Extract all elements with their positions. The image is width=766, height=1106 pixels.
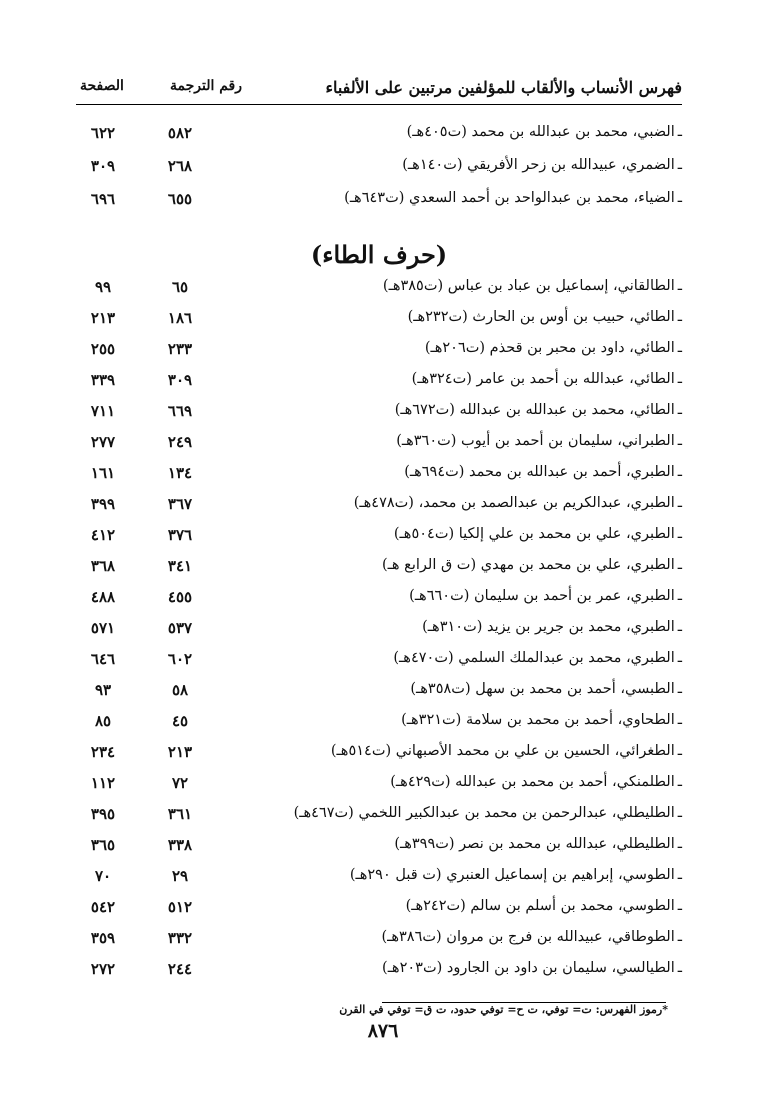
index-row: ـالطبري، علي بن محمد بن علي إلكيا (ت٥٠٤هـ) ٣٧٦ ٤١٢ (76, 526, 682, 554)
section-heading: (حرف الطاء) (310, 240, 448, 269)
entry-number: ٦٦٩ (167, 402, 193, 420)
entry-name: الطبسي، أحمد بن محمد بن سهل (ت٣٥٨هـ) (410, 681, 675, 697)
index-row: ـالطوطاقي، عبيدالله بن فرج بن مروان (ت٣٨٦هـ) ٣٣٢ ٣٥٩ (76, 929, 682, 957)
index-row: ـالضياء، محمد بن عبدالواحد بن أحمد السعدي (ت٦٤٣هـ) ٦٥٥ ٦٩٦ (76, 190, 682, 218)
header-divider (76, 104, 682, 105)
entry-page: ٧١١ (90, 402, 116, 420)
entry-page: ٢١٣ (90, 309, 116, 327)
page-header (76, 78, 682, 104)
entry-number: ٦٠٢ (167, 650, 193, 668)
entry-number: ٤٥٥ (167, 588, 193, 606)
entry-page: ٤٨٨ (90, 588, 116, 606)
index-row: ـالطلمنكي، أحمد بن محمد بن عبدالله (ت٤٢٩هـ) ٧٢ ١١٢ (76, 774, 682, 802)
page-title: فهرس الأنساب والألقاب للمؤلفين مرتبين على الألفباء (325, 78, 682, 97)
entry-number: ٦٥ (171, 278, 189, 296)
entry-name: الطوسي، محمد بن أسلم بن سالم (ت٢٤٢هـ) (405, 898, 675, 914)
entry-number: ٣٦٧ (167, 495, 193, 513)
entry-page: ٩٩ (94, 278, 112, 296)
entry-number: ١٨٦ (167, 309, 193, 327)
index-row: ـالطائي، داود بن محبر بن قحذم (ت٢٠٦هـ) ٢٣٣ ٢٥٥ (76, 340, 682, 368)
index-row: ـالضبي، محمد بن عبدالله بن محمد (ت٤٠٥هـ) ٥٨٢ ٦٢٢ (76, 124, 682, 152)
entry-page: ٢٧٢ (90, 960, 116, 978)
entry-page: ٦٤٦ (90, 650, 116, 668)
entry-name: الضبي، محمد بن عبدالله بن محمد (ت٤٠٥هـ) (406, 124, 675, 140)
entry-name: الطائي، داود بن محبر بن قحذم (ت٢٠٦هـ) (424, 340, 675, 356)
entry-name: الطلمنكي، أحمد بن محمد بن عبدالله (ت٤٢٩هـ) (390, 774, 675, 790)
column-header-page: الصفحة (80, 78, 124, 94)
entry-name: الضياء، محمد بن عبدالواحد بن أحمد السعدي (ت٦٤٣هـ) (344, 190, 675, 206)
entry-number: ٥٨ (171, 681, 189, 699)
entry-number: ٦٥٥ (167, 190, 193, 208)
entry-number: ٣٧٦ (167, 526, 193, 544)
index-row: ـالطليطلي، عبدالله بن محمد بن نصر (ت٣٩٩هـ) ٣٣٨ ٣٦٥ (76, 836, 682, 864)
entry-number: ٧٢ (171, 774, 189, 792)
index-row: ـالطغرائي، الحسين بن علي بن محمد الأصبهاني (ت٥١٤هـ) ٢١٣ ٢٣٤ (76, 743, 682, 771)
entry-name: الطالقاني، إسماعيل بن عباد بن عباس (ت٣٨٥هـ) (382, 278, 675, 294)
entry-page: ٣٩٩ (90, 495, 116, 513)
entry-name: الطغرائي، الحسين بن علي بن محمد الأصبهاني (ت٥١٤هـ) (330, 743, 675, 759)
entry-name: الضمري، عبيدالله بن زحر الأفريقي (ت١٤٠هـ) (402, 157, 675, 173)
entry-number: ٣٣٢ (167, 929, 193, 947)
index-row: ـالطبراني، سليمان بن أحمد بن أيوب (ت٣٦٠هـ) ٢٤٩ ٢٧٧ (76, 433, 682, 461)
entry-page: ٣٠٩ (90, 157, 116, 175)
entry-name: الطبراني، سليمان بن أحمد بن أيوب (ت٣٦٠هـ) (396, 433, 675, 449)
entry-page: ٦٩٦ (90, 190, 116, 208)
entry-number: ٥٨٢ (167, 124, 193, 142)
index-row: ـالطائي، محمد بن عبدالله بن عبدالله (ت٦٧٢هـ) ٦٦٩ ٧١١ (76, 402, 682, 430)
index-row: ـالطليطلي، عبدالرحمن بن محمد بن عبدالكبير اللخمي (ت٤٦٧هـ) ٣٦١ ٣٩٥ (76, 805, 682, 833)
entry-name: الطبري، أحمد بن عبدالله بن محمد (ت٦٩٤هـ) (404, 464, 675, 480)
entry-number: ٤٥ (171, 712, 189, 730)
entry-number: ٢٣٣ (167, 340, 193, 358)
entry-page: ٨٥ (94, 712, 112, 730)
column-header-biography-number: رقم الترجمة (169, 78, 242, 94)
index-row: ـالطالقاني، إسماعيل بن عباد بن عباس (ت٣٨٥هـ) ٦٥ ٩٩ (76, 278, 682, 306)
index-row: ـالطبري، عمر بن أحمد بن سليمان (ت٦٦٠هـ) ٤٥٥ ٤٨٨ (76, 588, 682, 616)
entry-page: ٧٠ (94, 867, 112, 885)
entry-name: الطائي، محمد بن عبدالله بن عبدالله (ت٦٧٢هـ) (394, 402, 675, 418)
index-row: ـالطيالسي، سليمان بن داود بن الجارود (ت٢٠٣هـ) ٢٤٤ ٢٧٢ (76, 960, 682, 988)
index-row: ـالطائي، عبدالله بن أحمد بن عامر (ت٣٢٤هـ) ٣٠٩ ٣٣٩ (76, 371, 682, 399)
entry-page: ٢٣٤ (90, 743, 116, 761)
index-row: ـالطبري، علي بن محمد بن مهدي (ت ق الرابع هـ) ٣٤١ ٣٦٨ (76, 557, 682, 585)
entry-name: الطبري، محمد بن عبدالملك السلمي (ت٤٧٠هـ) (393, 650, 675, 666)
entry-name: الطائي، عبدالله بن أحمد بن عامر (ت٣٢٤هـ) (411, 371, 675, 387)
footnote-legend: *رموز الفهرس: ت= توفي، ت ح= توفي حدود، ت ق= توفي في القرن (339, 1003, 668, 1016)
entry-page: ١١٢ (90, 774, 116, 792)
entry-name: الطبري، علي بن محمد بن مهدي (ت ق الرابع هـ) (381, 557, 675, 573)
entry-name: الطوسي، إبراهيم بن إسماعيل العنبري (ت قبل ٢٩٠هـ) (349, 867, 675, 883)
entry-page: ٣٣٩ (90, 371, 116, 389)
entry-number: ٢٤٤ (167, 960, 193, 978)
entry-page: ٣٦٨ (90, 557, 116, 575)
entry-name: الطليطلي، عبدالرحمن بن محمد بن عبدالكبير اللخمي (ت٤٦٧هـ) (293, 805, 675, 821)
entry-name: الطبري، عبدالكريم بن عبدالصمد بن محمد، (ت٤٧٨هـ) (353, 495, 675, 511)
index-row: ـالضمري، عبيدالله بن زحر الأفريقي (ت١٤٠هـ) ٢٦٨ ٣٠٩ (76, 157, 682, 185)
index-row: ـالطائي، حبيب بن أوس بن الحارث (ت٢٣٢هـ) ١٨٦ ٢١٣ (76, 309, 682, 337)
entry-name: الطحاوي، أحمد بن محمد بن سلامة (ت٣٢١هـ) (401, 712, 675, 728)
entry-name: الطائي، حبيب بن أوس بن الحارث (ت٢٣٢هـ) (407, 309, 675, 325)
index-row: ـالطبري، أحمد بن عبدالله بن محمد (ت٦٩٤هـ) ١٣٤ ١٦١ (76, 464, 682, 492)
entry-name: الطوطاقي، عبيدالله بن فرج بن مروان (ت٣٨٦هـ) (381, 929, 675, 945)
entry-number: ٣٦١ (167, 805, 193, 823)
entry-number: ٥١٢ (167, 898, 193, 916)
entry-page: ٣٥٩ (90, 929, 116, 947)
page-number: ٨٧٦ (367, 1020, 399, 1042)
entry-number: ٣٠٩ (167, 371, 193, 389)
entry-page: ٣٩٥ (90, 805, 116, 823)
index-row: ـالطوسي، محمد بن أسلم بن سالم (ت٢٤٢هـ) ٥١٢ ٥٤٢ (76, 898, 682, 926)
index-row: ـالطبري، محمد بن عبدالملك السلمي (ت٤٧٠هـ) ٦٠٢ ٦٤٦ (76, 650, 682, 678)
entry-name: الطبري، عمر بن أحمد بن سليمان (ت٦٦٠هـ) (409, 588, 675, 604)
entry-page: ٥٧١ (90, 619, 116, 637)
index-row: ـالطبري، محمد بن جرير بن يزيد (ت٣١٠هـ) ٥٣٧ ٥٧١ (76, 619, 682, 647)
entry-page: ٢٧٧ (90, 433, 116, 451)
index-row: ـالطبري، عبدالكريم بن عبدالصمد بن محمد، (ت٤٧٨هـ) ٣٦٧ ٣٩٩ (76, 495, 682, 523)
entry-page: ٢٥٥ (90, 340, 116, 358)
index-row: ـالطحاوي، أحمد بن محمد بن سلامة (ت٣٢١هـ) ٤٥ ٨٥ (76, 712, 682, 740)
entry-number: ٢٦٨ (167, 157, 193, 175)
entry-page: ٥٤٢ (90, 898, 116, 916)
entry-name: الطليطلي، عبدالله بن محمد بن نصر (ت٣٩٩هـ) (394, 836, 675, 852)
entry-number: ٣٣٨ (167, 836, 193, 854)
entry-number: ٢٤٩ (167, 433, 193, 451)
entry-name: الطبري، محمد بن جرير بن يزيد (ت٣١٠هـ) (422, 619, 675, 635)
entry-number: ٣٤١ (167, 557, 193, 575)
entry-page: ٦٢٢ (90, 124, 116, 142)
entry-number: ٢٩ (171, 867, 189, 885)
entry-number: ١٣٤ (167, 464, 193, 482)
entry-name: الطيالسي، سليمان بن داود بن الجارود (ت٢٠٣هـ) (382, 960, 675, 976)
entry-page: ١٦١ (90, 464, 116, 482)
entry-page: ٩٣ (94, 681, 112, 699)
entry-page: ٣٦٥ (90, 836, 116, 854)
entry-name: الطبري، علي بن محمد بن علي إلكيا (ت٥٠٤هـ) (393, 526, 675, 542)
index-row: ـالطبسي، أحمد بن محمد بن سهل (ت٣٥٨هـ) ٥٨ ٩٣ (76, 681, 682, 709)
entry-number: ٥٣٧ (167, 619, 193, 637)
entry-page: ٤١٢ (90, 526, 116, 544)
entry-number: ٢١٣ (167, 743, 193, 761)
index-row: ـالطوسي، إبراهيم بن إسماعيل العنبري (ت قبل ٢٩٠هـ) ٢٩ ٧٠ (76, 867, 682, 895)
